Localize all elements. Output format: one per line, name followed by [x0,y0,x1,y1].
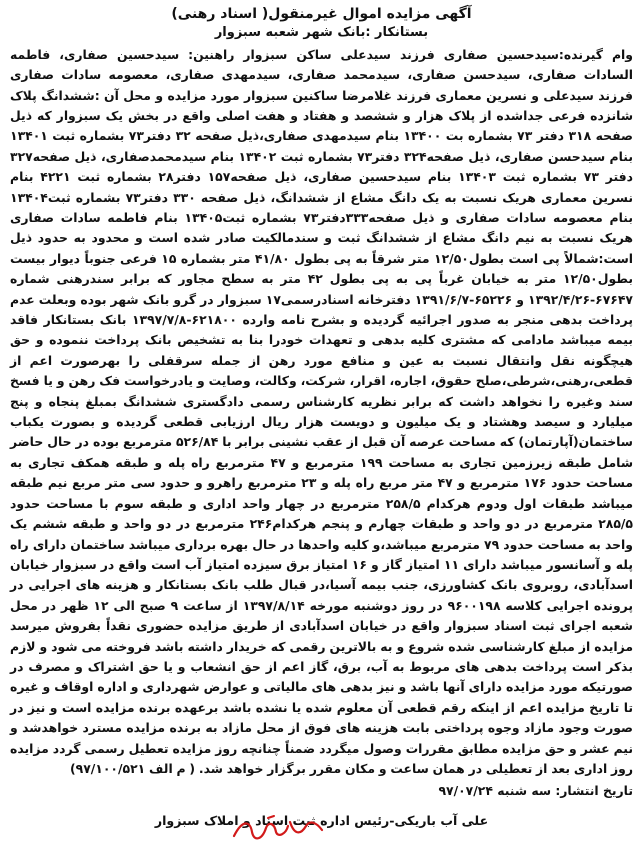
notice-subtitle: بستانکار :بانک شهر شعبه سبزوار [214,24,429,40]
handwritten-signature [228,812,328,846]
signer-line: علی آب باریکی-رئیس اداره ثبت اسناد و املاک سبزوار [154,813,489,829]
publication-date: تاریخ انتشار: سه شنبه ۹۷/۰۷/۲۴ [438,783,633,799]
notice-title: آگهی مزایده اموال غیرمنقول( اسناد رهنی) [171,6,472,22]
notice-header [10,6,633,41]
notice-body: وام گیرنده:سیدحسین صفاری فرزند سیدعلی ساکن سبزوار راهنین: سیدحسین صفاری، فاطمه السادات صفاری، سیدحسن صفاری، سیدمحمد صفاری، سیدمهدی صفاری، معصومه سادات صفاری فرزند سیدعلی و نسرین معماری فرزند غلامرضا ساکنین سبزوار مورد مزایده و محل آن :ششدانگ پلاک شانزده فرعی جداشده از پلاک هزار و ششصد و هفتاد و هفت اصلی واقع در بخش یک سبزوار که ذیل صفحه ۳۱۸ دفتر ۷۳ بشماره بت ۱۳۴۰۰ بنام سیدمهدی صفاری،ذیل صفحه ۳۲ دفتر۷۳ بشماره ثبت ۱۳۴۰۱ بنام سیدحسن صفاری، ذیل صفحه۳۲۴ دفتر۷۳ بشماره ثبت ۱۳۴۰۲ بنام سیدمحمدصفاری، ذیل صفحه۳۲۷ دفتر ۷۳ بشماره ثبت ۱۳۴۰۳ بنام سیدحسین صفاری، ذیل صفحه۱۵۷ دفتر۲۸ بشماره ثبت ۴۲۲۱ بنام نسرین معماری هریک نسبت به یک دانگ مشاع از ششدانگ، ذیل صفحه ۳۳۰ دفتر۷۳ بشماره ثبت۱۳۴۰۴ بنام معصومه سادات صفاری و ذیل صفحه۳۳۳دفتر۷۳ بشماره ثبت۱۳۴۰۵ بنام فاطمه سادات صفاری هریک نسبت به نیم دانگ مشاع از ششدانگ ثبت و سندمالکیت صادر شده است و محدود به حدود ذیل است:شمالاً پی است بطول۱۲/۵۰ متر شرقاً به پی بطول ۴۱/۸۰ متر بشماره ۱۵ فرعی جنوباً دیوار بیست بطول۱۲/۵۰ متر به خیابان غرباً پی به پی بطول ۴۲ متر به سطح مجاور که برابر سندرهنی شماره ۶۷۶۴۷-۱۳۹۲/۴/۲۶ و ۶۵۲۲۶-۱۳۹۱/۶/۷ دفترخانه اسنادرسمی۱۷ سبزوار در گرو بانک شهر بوده وبعلت عدم پرداخت بدهی منجر به صدور اجرائیه گردیده و بشرح نامه وارده ۶۲۱۸۰۰-۱۳۹۷/۷/۸ بانک بستانکار فاقد بیمه میباشد مادامی که مشتری کلیه بدهی و تعهدات خودرا بنا به تشخیص بانک پرداخت ننموده و حق هیچگونه نقل وانتقال نسبت به عین و منافع مورد رهن از جمله سرقفلی را بهرصورت اعم از قطعی،رهنی،شرطی،صلح حقوق، اجاره، اقرار، شرکت، وکالت، وصایت و یادرخواست فک رهن و یا فسخ سند وغیره را نخواهد داشت که برابر نظریه کارشناس رسمی دادگستری ششدانگ بمبلغ پنجاه و پنج میلیارد و سیصد وهشتاد و یک میلیون و دویست هزار ریال ارزیابی قطعی گردیده و بصورت یکباب ساختمان(آپارتمان) که مساحت عرصه آن قبل از عقب نشینی برابر با ۵۲۶/۸۴ مترمربع بوده در حال حاضر شامل طبقه زیرزمین تجاری به مساحت ۱۹۹ مترمربع و ۴۷ مترمربع راه پله و طبقه همکف تجاری به مساحت حدود ۱۷۶ مترمربع و ۴۷ متر مربع راه پله و ۲۳ مترمربع راهرو و حدود سی متر مربع نیم طبقه میباشد طبقات اول ودوم هرکدام ۲۵۸/۵ مترمربع در چهار واحد اداری و طبقه سوم با مساحت حدود ۲۸۵/۵ مترمربع در دو واحد و طبقات چهارم و پنجم هرکدام۲۴۶ مترمربع در دو واحد و طبقه ششم یک واحد به مساحت حدود ۷۹ مترمربع میباشد،و کلیه واحدها در حال بهره برداری میباشد ساختمان دارای راه پله و آسانسور میباشد دارای ۱۱ امتیاز گاز و ۱۶ امتیاز برق سیزده امتیاز آب است واقع در سبزوار خیابان اسدآبادی، روبروی بانک کشاورزی، جنب بیمه آسیا،در قبال طلب بانک بستانکار و هزینه های اجرایی در پرونده اجرایی کلاسه ۹۶۰۰۱۹۸ در روز دوشنبه مورخه ۱۳۹۷/۸/۱۴ از ساعت ۹ صبح الی ۱۲ ظهر در محل شعبه اجرای ثبت اسناد سبزوار واقع در خیابان اسدآبادی از طریق مزایده حضوری نقداً بفروش میرسد مزایده از مبلغ کارشناسی شده شروع و به بالاترین رقمی که خریدار داشته باشد فروخته می شود و لازم بذکر است پرداخت بدهی های مربوط به آب، برق، گاز اعم از حق انشعاب و یا حق اشتراک و مصرف در صورتیکه مورد مزایده دارای آنها باشد و نیز بدهی های مالیاتی و عوارض شهرداری و اداره اوقاف و غیره تا تاریخ مزایده اعم از اینکه رقم قطعی آن معلوم شده یا نشده باشد برعهده برنده مزایده است و نیز در صورت وجود مازاد وجوه پرداختی بابت هزینه های فوق از محل مازاد به برنده مزایده مسترد خواهدشد و نیم عشر و حق مزایده مطابق مقررات وصول میگردد ضمناً چنانچه روز مزایده تعطیل رسمی گردد مزایده روز اداری بعد از تعطیلی در همان ساعت و مکان مقرر برگزار خواهد شد. ( م الف ۹۷/۱۰۰/۵۲۱) [10,46,634,776]
